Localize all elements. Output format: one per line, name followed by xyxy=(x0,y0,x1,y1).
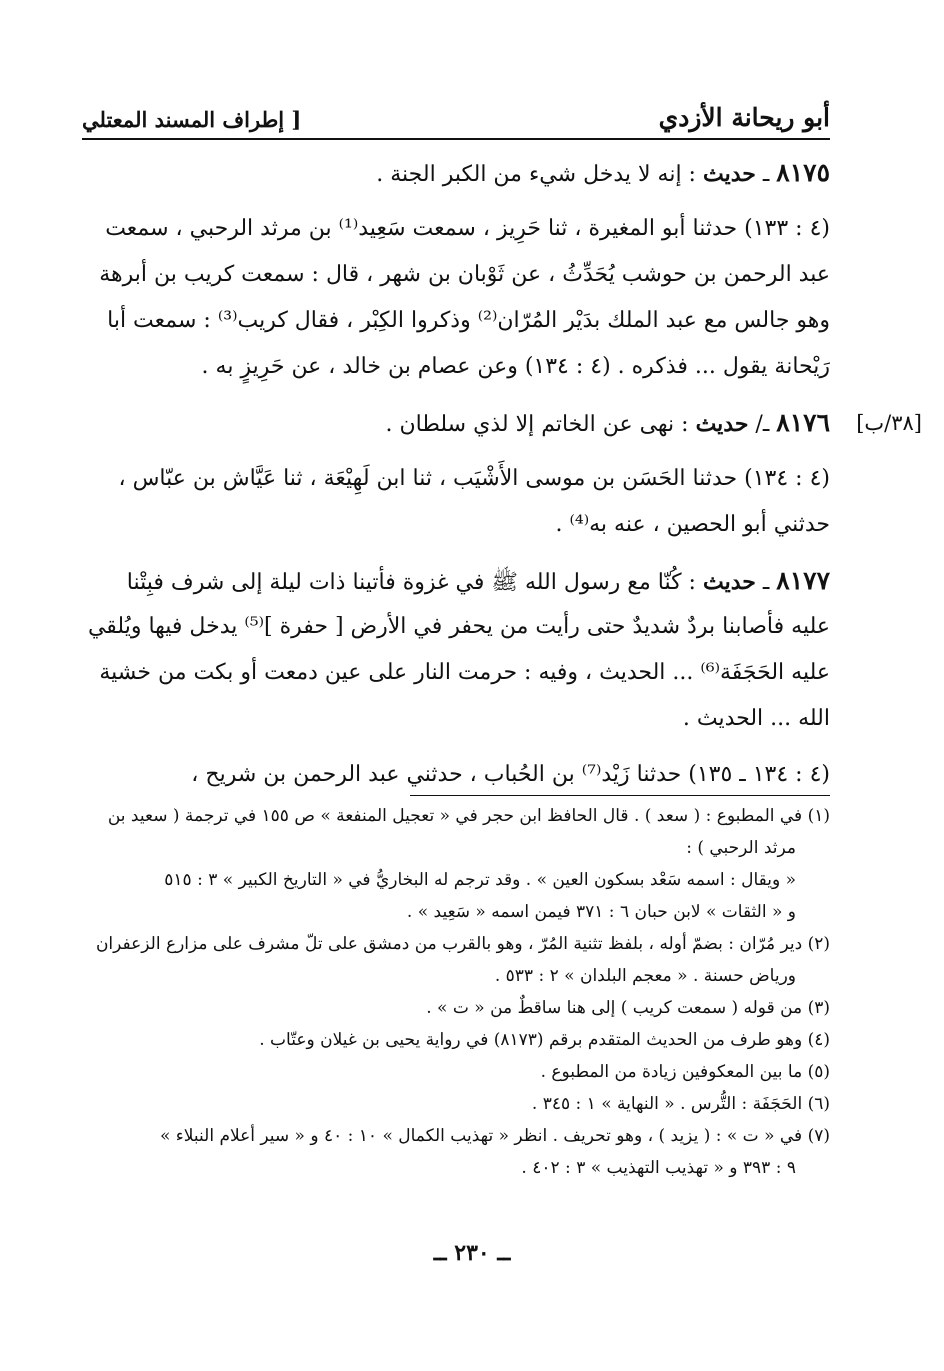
footnote-separator xyxy=(410,795,830,796)
text-line: عبد الرحمن بن حوشب يُحَدِّثُ ، عن ثَوْبان بن شهر ، قال : سمعت كريب بن أبرهة xyxy=(99,262,830,287)
hadith-heading-8177 xyxy=(82,558,830,604)
text-line: الله ... الحديث . xyxy=(682,706,830,731)
hadith-text: : إنه لا يدخل شيء من الكبر الجنة . xyxy=(376,162,703,187)
hadith-heading-8175 xyxy=(82,150,830,196)
text-line: وهو جالس مع عبد الملك بدَيْر المُرّان⁽²⁾ وذكروا الكِبْر ، فقال كريب⁽³⁾ : سمعت أبا xyxy=(107,308,830,333)
text-line: (٤ : ١٣٤) حدثنا الحَسَن بن موسى الأَشْيَب ، ثنا ابن لَهِيْعَة ، ثنا عَيَّاش بن عبّاس ، xyxy=(118,466,830,491)
hadith-number: ٨١٧٦ xyxy=(776,408,830,437)
footnote-line: (٣) من قوله ( سمعت كريب ) إلى هنا ساقطٌ من « ت » . xyxy=(426,998,830,1018)
manuscript-folio-marker: [٣٨/ب] xyxy=(856,411,922,435)
hadith-text: : كُنّا مع رسول الله ﷺ في غزوة فأتينا ذات ليلة إلى شرف فبِتْنا xyxy=(126,570,703,595)
hadith-text: : نهى عن الخاتم إلا لذي سلطان . xyxy=(385,412,696,437)
separator: ـ/ xyxy=(748,412,777,437)
footnote-line: (٥) ما بين المعكوفين زيادة من المطبوع . xyxy=(540,1062,830,1082)
page-number: ــ ٢٣٠ ــ xyxy=(433,1240,511,1266)
footnote-line: مرثد الرحبي ) : xyxy=(686,838,796,858)
footnotes xyxy=(82,800,830,1184)
text-line: (٤ : ١٣٣) حدثنا أبو المغيرة ، ثنا حَرِيز ، سمعت سَعِيد⁽¹⁾ بن مرثد الرحبي ، سمعت xyxy=(105,216,830,241)
hadith-number: ٨١٧٥ xyxy=(776,158,830,187)
main-text xyxy=(82,150,922,798)
footnote-line: (٧) في « ت » : ( يزيد ) ، وهو تحريف . انظر « تهذيب الكمال » ١٠ : ٤٠ و « سير أعلام النبلاء » xyxy=(159,1126,830,1146)
header-chapter-title: أبو ريحانة الأزدي xyxy=(658,103,830,132)
footnote-line: (٢) دير مُرّان : بضمّ أوله ، بلفظ تثنية المُرّ ، وهو بالقرب من دمشق على تلّ مشرف على مزارع الزعفران xyxy=(95,934,830,954)
hadith-keyword: حديث xyxy=(702,569,756,595)
text-line: عليه الحَجَفَة⁽⁶⁾ ... الحديث ، وفيه : حرمت النار على عين دمعت أو بكت من خشية xyxy=(99,660,830,685)
running-header xyxy=(82,92,830,140)
hadith-keyword: حديث xyxy=(702,161,756,187)
separator: ـ xyxy=(755,162,777,187)
separator: ـ xyxy=(755,570,777,595)
footnote-line: ٩ : ٣٩٣ و « تهذيب التهذيب » ٣ : ٤٠٢ . xyxy=(521,1158,796,1178)
hadith-number: ٨١٧٧ xyxy=(776,566,830,595)
footnote-line: (٦) الحَجَفَة : التُّرس . « النهاية » ١ : ٣٤٥ . xyxy=(531,1094,830,1114)
hadith-keyword: حديث xyxy=(695,411,749,437)
text-line: حدثني أبو الحصين ، عنه به⁽⁴⁾ . xyxy=(555,512,830,537)
footnote-line: (١) في المطبوع : ( سعد ) . قال الحافظ ابن حجر في « تعجيل المنفعة » ص ١٥٥ في ترجمة ( سعيد بن xyxy=(107,806,830,826)
hadith-heading-8176 xyxy=(82,400,922,446)
text-line: عليه فأصابنا بردٌ شديدٌ حتى رأيت من يحفر في الأرض [ حفرة ]⁽⁵⁾ يدخل فيها ويُلقي xyxy=(87,614,830,639)
text-line: (٤ : ١٣٤ ـ ١٣٥) حدثنا زَيْد⁽⁷⁾ بن الحُباب ، حدثني عبد الرحمن بن شريح ، xyxy=(191,762,830,787)
footnote-line: (٤) وهو طرف من الحديث المتقدم برقم (٨١٧٣) في رواية يحيى بن غيلان وعتّاب . xyxy=(259,1030,830,1050)
footnote-line: و « الثقات » لابن حبان ٦ : ٣٧١ فيمن اسمه « سَعِيد » . xyxy=(406,902,796,922)
text-line: رَيْحانة يقول ... فذكره . (٤ : ١٣٤) وعن عصام بن خالد ، عن حَرِيزٍ به . xyxy=(201,354,830,379)
header-book-title: [ إطراف المسند المعتلي xyxy=(82,107,302,132)
footnote-line: ورياض حسنة . « معجم البلدان » ٢ : ٥٣٣ . xyxy=(494,966,796,986)
footnote-line: « ويقال : اسمه سَعْد بسكون العين » . وقد ترجم له البخاريُّ في « التاريخ الكبير » ٣ : ٥١٥ xyxy=(164,870,796,890)
